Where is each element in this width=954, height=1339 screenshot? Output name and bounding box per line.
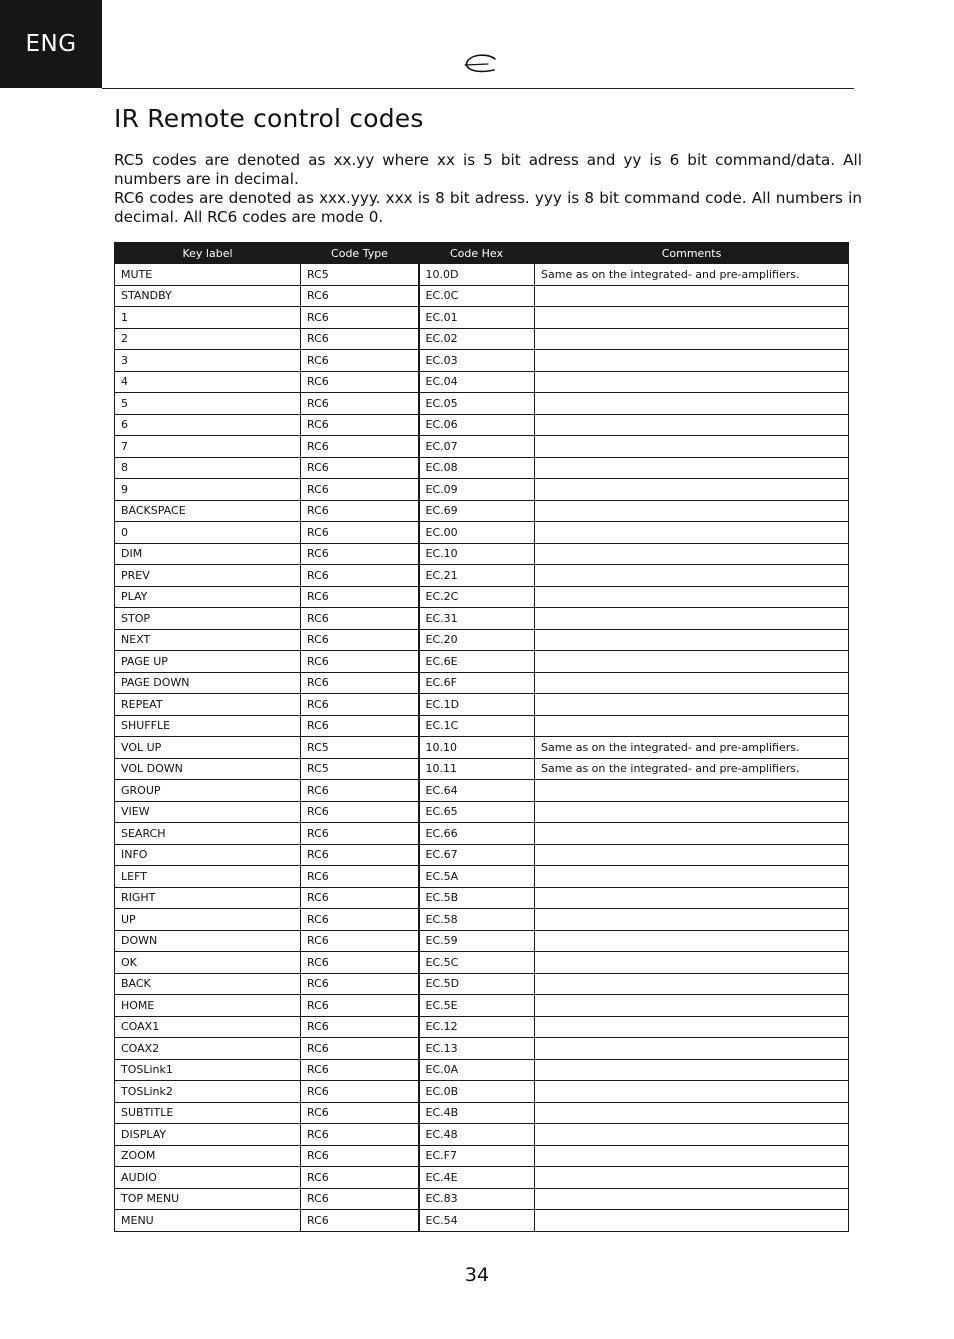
comments-cell xyxy=(535,866,849,888)
code-hex-cell: EC.2C xyxy=(419,586,535,608)
code-hex-cell: EC.64 xyxy=(419,780,535,802)
table-row xyxy=(115,1188,849,1210)
code-hex-cell: EC.01 xyxy=(419,307,535,329)
comments-cell xyxy=(535,1210,849,1232)
code-hex-cell: EC.0C xyxy=(419,285,535,307)
code-type-cell: RC6 xyxy=(301,565,419,587)
table-row xyxy=(115,1038,849,1060)
code-hex-cell: EC.F7 xyxy=(419,1145,535,1167)
table-row xyxy=(115,436,849,458)
table-row xyxy=(115,414,849,436)
code-hex-cell: EC.1C xyxy=(419,715,535,737)
code-type-cell: RC6 xyxy=(301,952,419,974)
comments-cell xyxy=(535,715,849,737)
comments-cell xyxy=(535,651,849,673)
code-type-cell: RC5 xyxy=(301,264,419,286)
comments-cell xyxy=(535,909,849,931)
header-divider xyxy=(102,88,854,89)
code-type-cell: RC6 xyxy=(301,823,419,845)
comments-cell xyxy=(535,1145,849,1167)
intro-text xyxy=(114,151,862,227)
code-hex-cell: EC.13 xyxy=(419,1038,535,1060)
code-hex-cell: EC.31 xyxy=(419,608,535,630)
table-row xyxy=(115,866,849,888)
key-label-cell: 1 xyxy=(115,307,301,329)
comments-cell xyxy=(535,1124,849,1146)
table-row xyxy=(115,1102,849,1124)
key-label-cell: 5 xyxy=(115,393,301,415)
code-type-cell: RC6 xyxy=(301,1059,419,1081)
table-row xyxy=(115,758,849,780)
table-row xyxy=(115,694,849,716)
code-type-cell: RC6 xyxy=(301,586,419,608)
key-label-cell: DIM xyxy=(115,543,301,565)
code-hex-cell: EC.1D xyxy=(419,694,535,716)
language-tab xyxy=(0,0,102,88)
table-row xyxy=(115,737,849,759)
key-label-cell: BACKSPACE xyxy=(115,500,301,522)
key-label-cell: BACK xyxy=(115,973,301,995)
table-body xyxy=(115,264,849,1232)
table-row xyxy=(115,1145,849,1167)
code-type-cell: RC6 xyxy=(301,1145,419,1167)
code-hex-cell: EC.03 xyxy=(419,350,535,372)
comments-cell xyxy=(535,952,849,974)
script-e-logo-icon xyxy=(462,54,498,76)
key-label-cell: COAX1 xyxy=(115,1016,301,1038)
code-hex-cell: EC.00 xyxy=(419,522,535,544)
table-row xyxy=(115,952,849,974)
code-type-cell: RC6 xyxy=(301,694,419,716)
code-type-cell: RC6 xyxy=(301,608,419,630)
key-label-cell: LEFT xyxy=(115,866,301,888)
key-label-cell: INFO xyxy=(115,844,301,866)
comments-cell xyxy=(535,780,849,802)
comments-cell xyxy=(535,1167,849,1189)
code-type-cell: RC6 xyxy=(301,350,419,372)
code-type-cell: RC6 xyxy=(301,844,419,866)
key-label-cell: 3 xyxy=(115,350,301,372)
code-type-cell: RC5 xyxy=(301,737,419,759)
comments-cell xyxy=(535,694,849,716)
key-label-cell: 9 xyxy=(115,479,301,501)
table-row xyxy=(115,586,849,608)
code-type-cell: RC6 xyxy=(301,328,419,350)
code-hex-cell: 10.11 xyxy=(419,758,535,780)
table-row xyxy=(115,973,849,995)
comments-cell xyxy=(535,844,849,866)
code-hex-cell: EC.07 xyxy=(419,436,535,458)
key-label-cell: GROUP xyxy=(115,780,301,802)
key-label-cell: VOL DOWN xyxy=(115,758,301,780)
table-row xyxy=(115,393,849,415)
code-hex-cell: EC.5D xyxy=(419,973,535,995)
comments-cell xyxy=(535,823,849,845)
comments-cell xyxy=(535,672,849,694)
comments-cell xyxy=(535,801,849,823)
code-type-cell: RC6 xyxy=(301,801,419,823)
code-hex-cell: EC.6F xyxy=(419,672,535,694)
code-hex-cell: EC.08 xyxy=(419,457,535,479)
code-hex-cell: EC.21 xyxy=(419,565,535,587)
comments-cell xyxy=(535,328,849,350)
code-type-cell: RC6 xyxy=(301,1188,419,1210)
table-row xyxy=(115,1167,849,1189)
key-label-cell: HOME xyxy=(115,995,301,1017)
code-hex-cell: EC.69 xyxy=(419,500,535,522)
key-label-cell: SEARCH xyxy=(115,823,301,845)
comments-cell xyxy=(535,1102,849,1124)
comments-cell xyxy=(535,457,849,479)
code-type-cell: RC6 xyxy=(301,457,419,479)
key-label-cell: VOL UP xyxy=(115,737,301,759)
code-type-cell: RC6 xyxy=(301,543,419,565)
comments-cell xyxy=(535,393,849,415)
code-type-cell: RC6 xyxy=(301,285,419,307)
table-row xyxy=(115,801,849,823)
code-hex-cell: EC.48 xyxy=(419,1124,535,1146)
key-label-cell: 4 xyxy=(115,371,301,393)
key-label-cell: AUDIO xyxy=(115,1167,301,1189)
table-row xyxy=(115,1124,849,1146)
code-hex-cell: EC.0A xyxy=(419,1059,535,1081)
table-row xyxy=(115,629,849,651)
code-hex-cell: EC.5C xyxy=(419,952,535,974)
code-type-cell: RC6 xyxy=(301,500,419,522)
column-header-code-type: Code Type xyxy=(301,243,419,264)
code-type-cell: RC6 xyxy=(301,1210,419,1232)
table-row xyxy=(115,328,849,350)
table-row xyxy=(115,1059,849,1081)
table-row xyxy=(115,844,849,866)
column-header-comments: Comments xyxy=(535,243,849,264)
key-label-cell: 2 xyxy=(115,328,301,350)
code-hex-cell: EC.59 xyxy=(419,930,535,952)
code-hex-cell: EC.5E xyxy=(419,995,535,1017)
table-row xyxy=(115,715,849,737)
table-row xyxy=(115,565,849,587)
code-type-cell: RC6 xyxy=(301,715,419,737)
code-type-cell: RC6 xyxy=(301,909,419,931)
code-type-cell: RC6 xyxy=(301,393,419,415)
code-hex-cell: EC.09 xyxy=(419,479,535,501)
comments-cell xyxy=(535,414,849,436)
column-header-code-hex: Code Hex xyxy=(419,243,535,264)
key-label-cell: COAX2 xyxy=(115,1038,301,1060)
key-label-cell: REPEAT xyxy=(115,694,301,716)
comments-cell xyxy=(535,371,849,393)
table-row xyxy=(115,995,849,1017)
key-label-cell: RIGHT xyxy=(115,887,301,909)
key-label-cell: STANDBY xyxy=(115,285,301,307)
code-hex-cell: EC.58 xyxy=(419,909,535,931)
key-label-cell: 7 xyxy=(115,436,301,458)
comments-cell xyxy=(535,350,849,372)
table-row xyxy=(115,1210,849,1232)
code-type-cell: RC6 xyxy=(301,672,419,694)
key-label-cell: OK xyxy=(115,952,301,974)
table-row xyxy=(115,479,849,501)
code-hex-cell: EC.65 xyxy=(419,801,535,823)
ir-codes-table xyxy=(114,242,849,1232)
code-type-cell: RC6 xyxy=(301,629,419,651)
comments-cell xyxy=(535,1016,849,1038)
key-label-cell: 8 xyxy=(115,457,301,479)
table-row xyxy=(115,823,849,845)
key-label-cell: PAGE UP xyxy=(115,651,301,673)
comments-cell xyxy=(535,307,849,329)
code-hex-cell: EC.0B xyxy=(419,1081,535,1103)
table-row xyxy=(115,371,849,393)
code-hex-cell: EC.12 xyxy=(419,1016,535,1038)
code-type-cell: RC6 xyxy=(301,307,419,329)
page-number: 34 xyxy=(464,1264,490,1286)
code-hex-cell: EC.10 xyxy=(419,543,535,565)
intro-paragraph-rc5: RC5 codes are denoted as xx.yy where xx is 5 bit adress and yy is 6 bit command/data. All numbers are in decimal. xyxy=(114,151,862,188)
comments-cell xyxy=(535,995,849,1017)
key-label-cell: PREV xyxy=(115,565,301,587)
comments-cell xyxy=(535,285,849,307)
key-label-cell: MENU xyxy=(115,1210,301,1232)
comments-cell xyxy=(535,436,849,458)
key-label-cell: TOP MENU xyxy=(115,1188,301,1210)
code-hex-cell: 10.10 xyxy=(419,737,535,759)
table-row xyxy=(115,307,849,329)
code-type-cell: RC6 xyxy=(301,1167,419,1189)
comments-cell xyxy=(535,522,849,544)
key-label-cell: STOP xyxy=(115,608,301,630)
key-label-cell: 0 xyxy=(115,522,301,544)
code-hex-cell: EC.54 xyxy=(419,1210,535,1232)
comments-cell xyxy=(535,608,849,630)
code-type-cell: RC6 xyxy=(301,371,419,393)
code-type-cell: RC6 xyxy=(301,866,419,888)
comments-cell xyxy=(535,1188,849,1210)
code-type-cell: RC6 xyxy=(301,522,419,544)
table-row xyxy=(115,930,849,952)
comments-cell xyxy=(535,887,849,909)
code-type-cell: RC5 xyxy=(301,758,419,780)
table-row xyxy=(115,500,849,522)
key-label-cell: NEXT xyxy=(115,629,301,651)
comments-cell xyxy=(535,586,849,608)
key-label-cell: MUTE xyxy=(115,264,301,286)
table-row xyxy=(115,350,849,372)
code-type-cell: RC6 xyxy=(301,995,419,1017)
code-type-cell: RC6 xyxy=(301,479,419,501)
code-hex-cell: 10.0D xyxy=(419,264,535,286)
code-hex-cell: EC.4B xyxy=(419,1102,535,1124)
key-label-cell: VIEW xyxy=(115,801,301,823)
key-label-cell: TOSLink1 xyxy=(115,1059,301,1081)
code-type-cell: RC6 xyxy=(301,651,419,673)
table-row xyxy=(115,887,849,909)
code-hex-cell: EC.05 xyxy=(419,393,535,415)
code-hex-cell: EC.02 xyxy=(419,328,535,350)
comments-cell xyxy=(535,1059,849,1081)
key-label-cell: SHUFFLE xyxy=(115,715,301,737)
key-label-cell: 6 xyxy=(115,414,301,436)
code-type-cell: RC6 xyxy=(301,930,419,952)
code-type-cell: RC6 xyxy=(301,414,419,436)
table-row xyxy=(115,457,849,479)
table-row xyxy=(115,522,849,544)
key-label-cell: DOWN xyxy=(115,930,301,952)
table-row xyxy=(115,543,849,565)
code-type-cell: RC6 xyxy=(301,1102,419,1124)
comments-cell: Same as on the integrated- and pre-amplifiers. xyxy=(535,758,849,780)
comments-cell xyxy=(535,1038,849,1060)
code-hex-cell: EC.04 xyxy=(419,371,535,393)
table-header-row xyxy=(115,243,849,264)
intro-paragraph-rc6: RC6 codes are denoted as xxx.yyy. xxx is 8 bit adress. yyy is 8 bit command code. All numbers in decimal. All RC6 codes are mode 0. xyxy=(114,189,862,226)
code-hex-cell: EC.83 xyxy=(419,1188,535,1210)
code-type-cell: RC6 xyxy=(301,1016,419,1038)
code-type-cell: RC6 xyxy=(301,973,419,995)
key-label-cell: PAGE DOWN xyxy=(115,672,301,694)
comments-cell: Same as on the integrated- and pre-amplifiers. xyxy=(535,264,849,286)
code-hex-cell: EC.5A xyxy=(419,866,535,888)
code-type-cell: RC6 xyxy=(301,1081,419,1103)
table-row xyxy=(115,264,849,286)
code-type-cell: RC6 xyxy=(301,1124,419,1146)
comments-cell xyxy=(535,565,849,587)
code-type-cell: RC6 xyxy=(301,887,419,909)
comments-cell xyxy=(535,500,849,522)
table-row xyxy=(115,780,849,802)
table-row xyxy=(115,1081,849,1103)
code-hex-cell: EC.4E xyxy=(419,1167,535,1189)
table-row xyxy=(115,608,849,630)
code-hex-cell: EC.6E xyxy=(419,651,535,673)
key-label-cell: SUBTITLE xyxy=(115,1102,301,1124)
comments-cell xyxy=(535,543,849,565)
key-label-cell: TOSLink2 xyxy=(115,1081,301,1103)
code-type-cell: RC6 xyxy=(301,436,419,458)
key-label-cell: PLAY xyxy=(115,586,301,608)
page-title: IR Remote control codes xyxy=(114,104,424,133)
comments-cell xyxy=(535,973,849,995)
comments-cell xyxy=(535,1081,849,1103)
code-hex-cell: EC.06 xyxy=(419,414,535,436)
code-hex-cell: EC.20 xyxy=(419,629,535,651)
language-label: ENG xyxy=(25,31,77,57)
code-hex-cell: EC.5B xyxy=(419,887,535,909)
comments-cell xyxy=(535,479,849,501)
table-row xyxy=(115,909,849,931)
code-type-cell: RC6 xyxy=(301,780,419,802)
comments-cell xyxy=(535,629,849,651)
code-hex-cell: EC.67 xyxy=(419,844,535,866)
code-type-cell: RC6 xyxy=(301,1038,419,1060)
table-row xyxy=(115,1016,849,1038)
table-row xyxy=(115,672,849,694)
table-row xyxy=(115,285,849,307)
comments-cell xyxy=(535,930,849,952)
column-header-key-label: Key label xyxy=(115,243,301,264)
comments-cell: Same as on the integrated- and pre-amplifiers. xyxy=(535,737,849,759)
key-label-cell: UP xyxy=(115,909,301,931)
code-hex-cell: EC.66 xyxy=(419,823,535,845)
key-label-cell: ZOOM xyxy=(115,1145,301,1167)
key-label-cell: DISPLAY xyxy=(115,1124,301,1146)
table-row xyxy=(115,651,849,673)
